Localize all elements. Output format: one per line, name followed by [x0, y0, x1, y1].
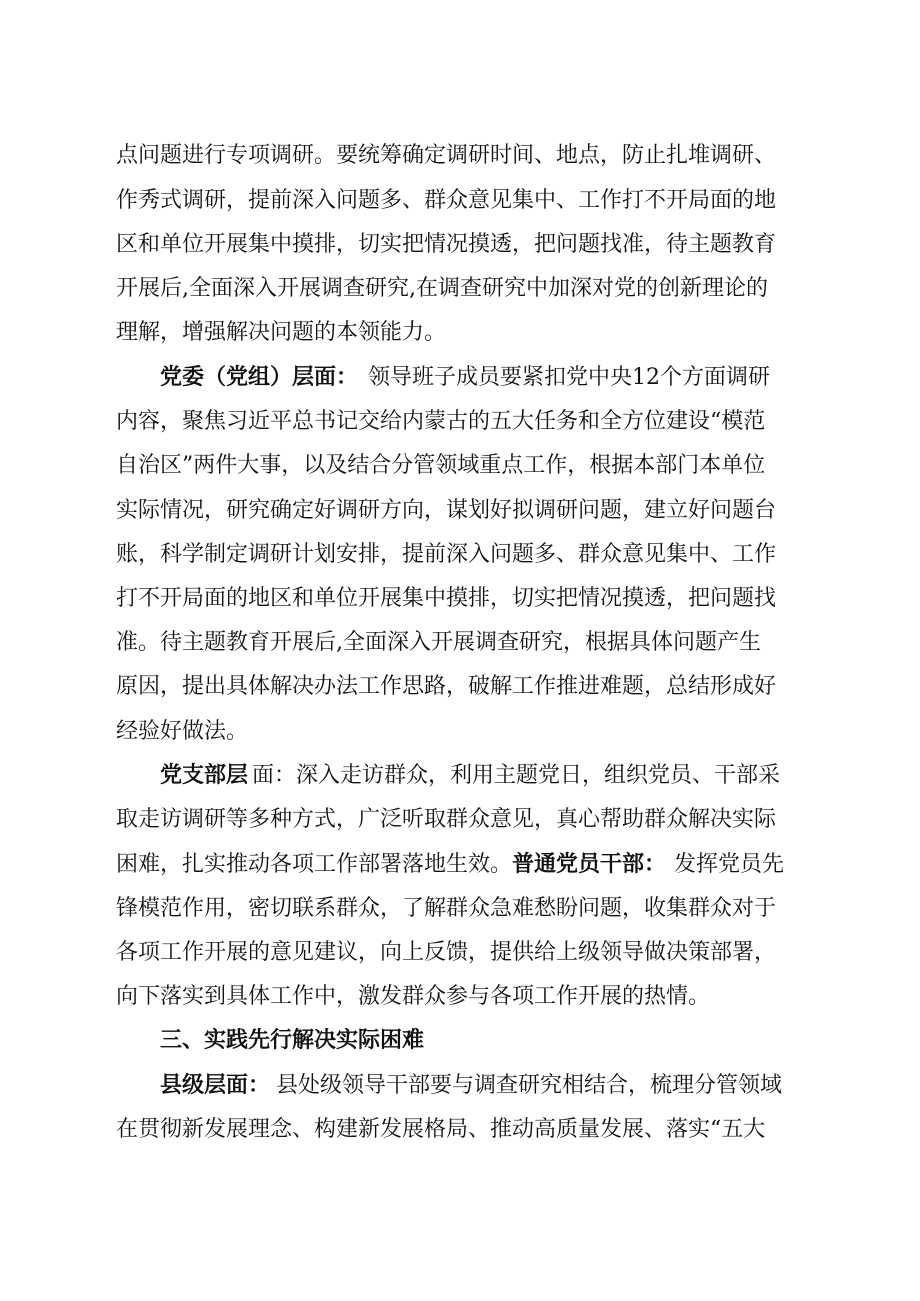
text-run: 作秀式调研，提前深入问题多、群众意见集中、工作打不开局面的地	[116, 188, 777, 213]
paragraph-2-line-9	[0, 712, 920, 752]
text-run: 理解，增强解决问题的本领能力。	[116, 320, 447, 345]
text-run: 自治区”两件大事，以及结合分管领域重点工作，根据本部门本单位	[116, 453, 766, 478]
text-run: 发挥党员先	[674, 852, 785, 877]
text-run: 取走访调研等多种方式，广泛听取群众意见，真心帮助群众解决实际	[116, 807, 777, 832]
text-run: 向下落实到具体工作中，激发群众参与各项工作开展的热情。	[116, 984, 711, 1009]
paragraph-1-line-3	[0, 225, 920, 265]
section-heading-line	[0, 1021, 920, 1061]
paragraph-3-line-1	[0, 756, 920, 796]
paragraph-1-line-5	[0, 313, 920, 353]
text-run: 区和单位开展集中摸排，切实把情况摸透，把问题找准，待主题教育	[116, 232, 777, 257]
text-run: 内容，聚焦习近平总书记交给内蒙古的五大任务和全方位建设“模范	[116, 409, 766, 434]
paragraph-2-line-8	[0, 667, 920, 707]
text-run: 原因，提出具体解决办法工作思路，破解工作推进难题，总结形成好	[116, 674, 777, 699]
text-run: 点问题进行专项调研。要统筹确定调研时间、地点，防止扎堆调研、	[116, 143, 777, 168]
section-heading: 三、实践先行解决实际困难	[160, 1028, 425, 1053]
text-run: 县处级领导干部要与调查研究相结合，梳理分管领域	[276, 1073, 783, 1098]
paragraph-3-line-4	[0, 889, 920, 929]
text-run: 实际情况，研究确定好调研方向，谋划好拟调研问题，建立好问题台	[116, 498, 777, 523]
text-run: 面：深入走访群众，利用主题党日，组织党员、干部采	[252, 763, 781, 788]
text-run: 锋模范作用，密切联系群众，了解群众急难愁盼问题，收集群众对于	[116, 896, 777, 921]
paragraph-1-line-2	[0, 181, 920, 221]
text-run: 领导班子成员要紧扣党中央12个方面调研	[368, 365, 770, 390]
text-run: 各项工作开展的意见建议，向上反馈，提供给上级领导做决策部署，	[116, 940, 777, 965]
text-run: 在贯彻新发展理念、构建新发展格局、推动高质量发展、落实“五大	[116, 1117, 766, 1142]
paragraph-heading: 党委（党组）层面：	[160, 365, 359, 390]
inline-heading: 普通党员干部：	[512, 852, 667, 877]
paragraph-2-line-1	[0, 358, 920, 398]
paragraph-3-line-6	[0, 977, 920, 1017]
text-run: 打不开局面的地区和单位开展集中摸排，切实把情况摸透，把问题找	[116, 586, 777, 611]
paragraph-4-line-1	[0, 1066, 920, 1106]
paragraph-2-line-3	[0, 446, 920, 486]
text-run: 账，科学制定调研计划安排，提前深入问题多、群众意见集中、工作	[116, 542, 777, 567]
paragraph-2-line-5	[0, 535, 920, 575]
paragraph-3-line-3	[0, 845, 920, 885]
paragraph-1-line-4	[0, 269, 920, 309]
text-run: 准。待主题教育开展后,全面深入开展调查研究，根据具体问题产生	[116, 630, 761, 655]
paragraph-3-line-5	[0, 933, 920, 973]
paragraph-2-line-2	[0, 402, 920, 442]
paragraph-2-line-6	[0, 579, 920, 619]
paragraph-heading: 党支部层	[160, 763, 249, 788]
paragraph-heading: 县级层面：	[160, 1073, 271, 1098]
paragraph-2-line-4	[0, 491, 920, 531]
paragraph-4-line-2	[0, 1110, 920, 1150]
paragraph-1-line-1	[0, 136, 920, 176]
text-run: 开展后,全面深入开展调查研究,在调查研究中加深对党的创新理论的	[116, 276, 768, 301]
paragraph-3-line-2	[0, 800, 920, 840]
text-run: 困难，扎实推动各项工作部署落地生效。	[116, 852, 513, 877]
paragraph-2-line-7	[0, 623, 920, 663]
text-run: 经验好做法。	[116, 719, 249, 744]
